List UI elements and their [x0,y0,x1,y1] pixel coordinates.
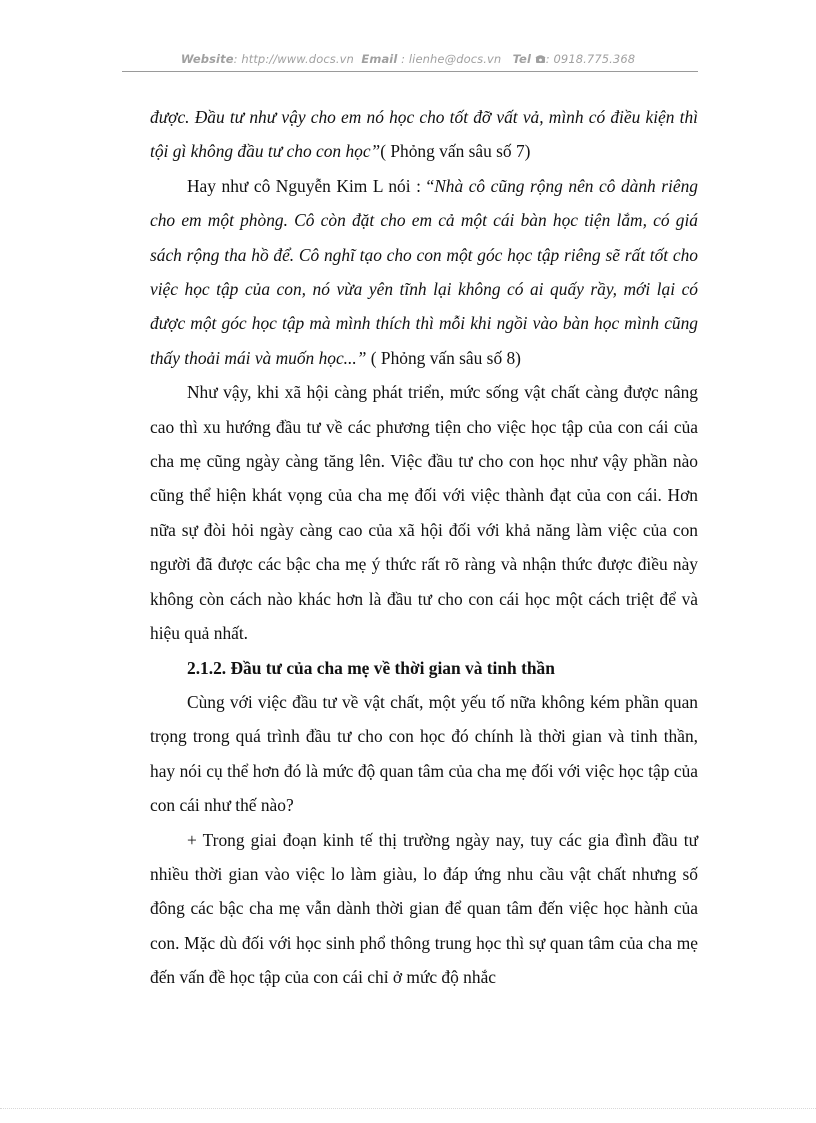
paragraph-2-citation: ( Phỏng vấn sâu số 8) [366,347,521,368]
paragraph-2 [150,169,698,375]
email-label: Email [361,52,398,66]
paragraph-3: Như vậy, khi xã hội càng phát triển, mức sống vật chất càng được nâng cao thì xu hướng đầu tư về các phương tiện cho việc học tập của con cái của cha mẹ cũng ngày càng tăng lên. Việc đầu tư cho con học như vậy phần nào cũng thể hiện khát vọng của cha mẹ đối với việc thành đạt của con cái. Hơn nữa sự đòi hỏi ngày càng cao của xã hội đối với khả năng làm việc của con người đã được các bậc cha mẹ ý thức rất rõ ràng và nhận thức được điều này không còn cách nào khác hơn là đầu tư cho con cái học một cách triệt để và hiệu quả nhất. [150,382,698,644]
phone-icon [535,53,546,67]
tel-value: : 0918.775.368 [545,52,636,66]
paragraph-2-quote: Nhà cô cũng rộng nên cô dành riêng cho em một phòng. Cô còn đặt cho em cả một cái bàn học tiện lắm, có giá sách rộng tha hồ để. Cô nghĩ tạo cho con một góc học tập riêng sẽ rất tốt cho việc học tập của con, nó vừa yên tĩnh lại không có ai quấy rầy, mới lại có được một góc học tập mà mình thích thì mỗi khi ngồi vào bàn học mình cũng thấy thoải mái và muốn học...” [150,175,698,368]
email-value: : lienhe@docs.vn [397,52,502,66]
page-header [0,52,816,67]
section-heading: 2.1.2. Đầu tư của cha mẹ về thời gian và tinh thần [187,657,555,678]
document-body [150,100,698,995]
paragraph-1-quote: được. Đầu tư như vậy cho em nó học cho tốt đỡ vất vả, mình có điều kiện thì tội gì không đầu tư cho con học” [150,107,698,162]
paragraph-4: Cùng với việc đầu tư về vật chất, một yếu tố nữa không kém phần quan trọng trong quá trình đầu tư cho con học đó chính là thời gian và tinh thần, hay nói cụ thể hơn đó là mức độ quan tâm của cha mẹ đối với việc học tập của con cái như thế nào? [150,691,698,816]
paragraph-5: + Trong giai đoạn kinh tế thị trường ngày nay, tuy các gia đình đầu tư nhiều thời gian vào việc lo làm giàu, lo đáp ứng nhu cầu vật chất nhưng số đông các bậc cha mẹ vẫn dành thời gian để quan tâm đến việc học hành của con. Mặc dù đối với học sinh phổ thông trung học thì sự quan tâm của cha mẹ đến vấn đề học tập của con cái chỉ ở mức độ nhắc [150,829,698,988]
paragraph-1 [150,100,698,169]
website-label: Website [180,52,234,66]
paragraph-2-intro: Hay như cô Nguyễn Kim L nói : “ [187,175,435,196]
header-divider [122,71,698,72]
paragraph-1-citation: ( Phỏng vấn sâu số 7) [380,141,531,162]
tel-label: Tel [512,52,531,66]
page-bottom-edge [0,1108,816,1109]
website-value: : http://www.docs.vn [233,52,354,66]
